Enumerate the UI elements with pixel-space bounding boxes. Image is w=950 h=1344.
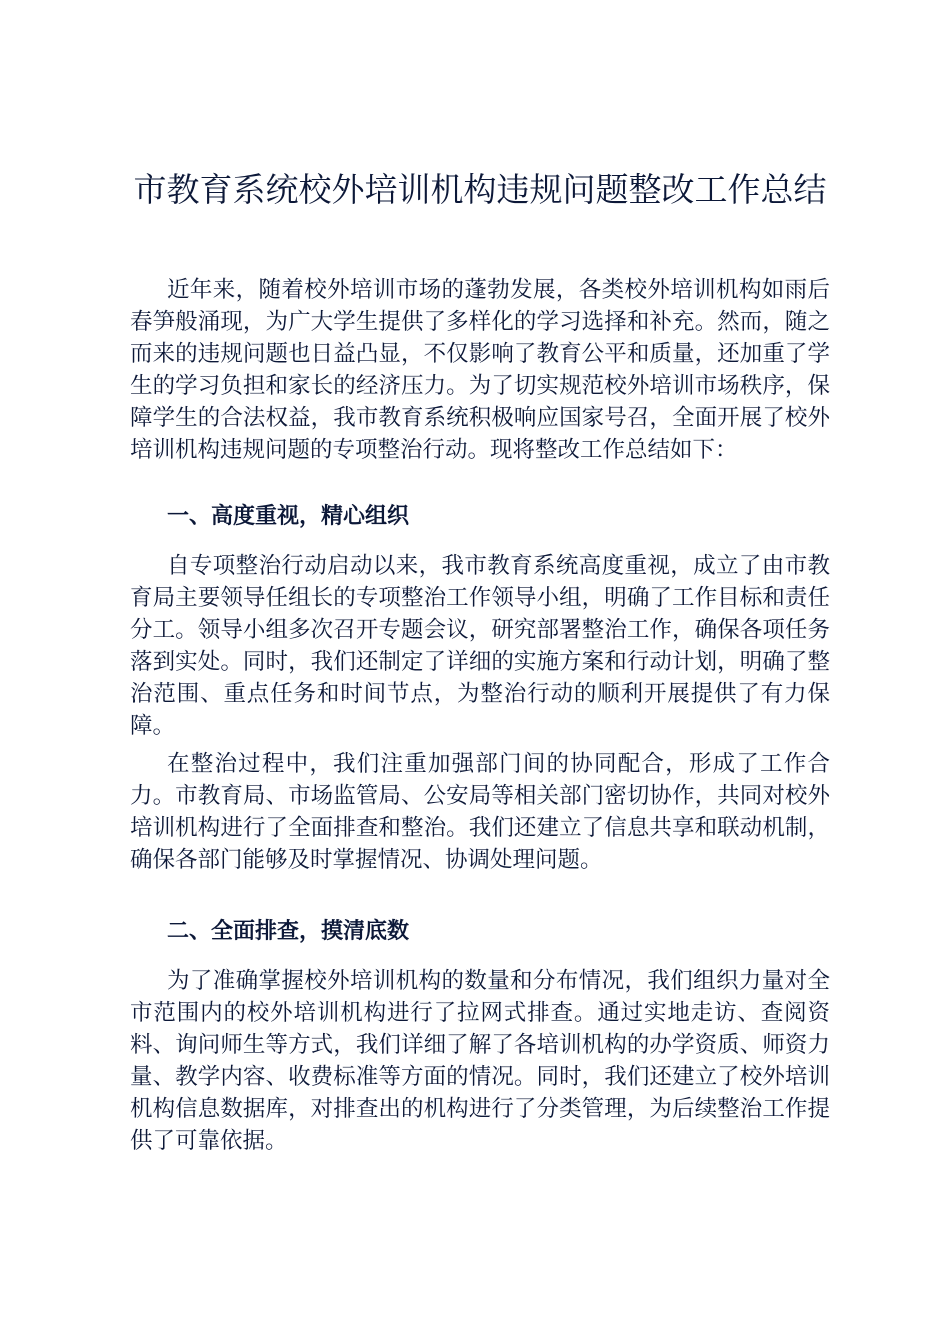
section-2-paragraph-1: 为了准确掌握校外培训机构的数量和分布情况，我们组织力量对全市范围内的校外培训机构进行了拉网式排查。通过实地走访、查阅资料、询问师生等方式，我们详细了解了各培训机构的办学资质、师资力量、教学内容、收费标准等方面的情况。同时，我们还建立了校外培训机构信息数据库，对排查出的机构进行了分类管理，为后续整治工作提供了可靠依据。 (130, 968, 830, 1154)
section-1-paragraph-1: 自专项整治行动启动以来，我市教育系统高度重视，成立了由市教育局主要领导任组长的专项整治工作领导小组，明确了工作目标和责任分工。领导小组多次召开专题会议，研究部署整治工作，确保各项任务落到实处。同时，我们还制定了详细的实施方案和行动计划，明确了整治范围、重点任务和时间节点，为整治行动的顺利开展提供了有力保障。 (130, 553, 830, 739)
section-1-paragraph-2: 在整治过程中，我们注重加强部门间的协同配合，形成了工作合力。市教育局、市场监管局、公安局等相关部门密切协作，共同对校外培训机构进行了全面排查和整治。我们还建立了信息共享和联动机制，确保各部门能够及时掌握情况、协调处理问题。 (130, 751, 830, 873)
section-heading-2: 二、全面排查，摸清底数 (167, 918, 410, 944)
intro-paragraph: 近年来，随着校外培训市场的蓬勃发展，各类校外培训机构如雨后春笋般涌现，为广大学生提供了多样化的学习选择和补充。然而，随之而来的违规问题也日益凸显，不仅影响了教育公平和质量，还加重了学生的学习负担和家长的经济压力。为了切实规范校外培训市场秩序，保障学生的合法权益，我市教育系统积极响应国家号召，全面开展了校外培训机构违规问题的专项整治行动。现将整改工作总结如下： (130, 277, 830, 463)
document-title: 市教育系统校外培训机构违规问题整改工作总结 (133, 170, 827, 209)
section-heading-1: 一、高度重视，精心组织 (167, 503, 410, 529)
